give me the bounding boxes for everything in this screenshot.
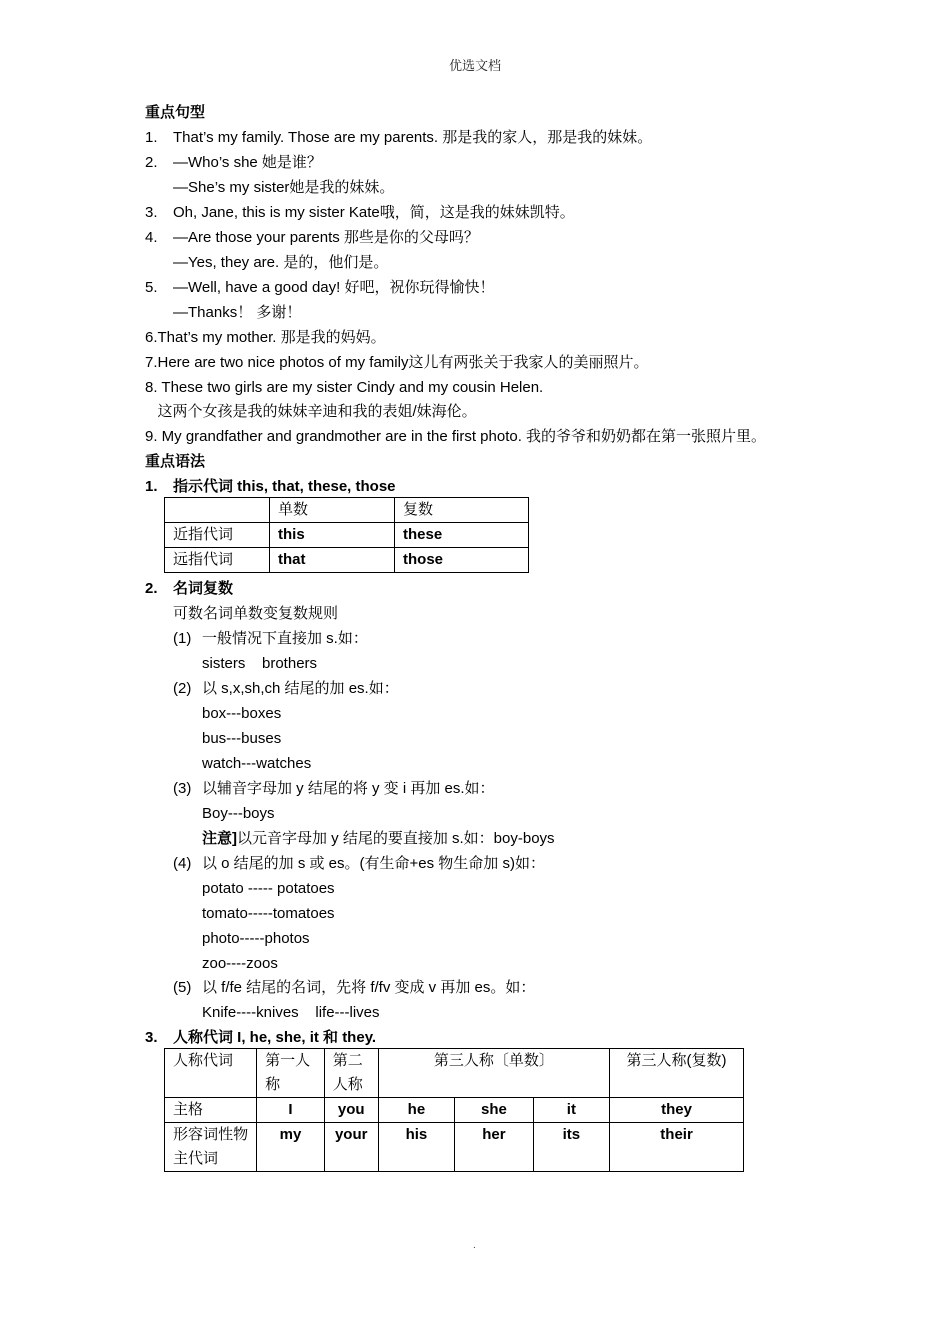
table-cell: 第二人称 [324,1049,378,1098]
rule-number: (2) [173,680,192,697]
table-cell [165,498,270,523]
sentence-text: That’s my family. Those are my parents. 那是我的家人，那是我的妹妹。 [173,129,653,146]
table-cell: this [270,523,395,548]
rule-example: bus---buses [202,730,282,747]
sentence-line: 8. These two girls are my sister Cindy and my cousin Helen. [145,379,544,396]
note-text: 以元音字母加 y 结尾的要直接加 s.如：boy-boys [237,830,555,847]
table-cell: these [395,523,529,548]
grammar-title: 名词复数 [173,580,234,597]
rule-text: 以辅音字母加 y 结尾的将 y 变 i 再加 es.如： [202,780,495,797]
rule-example: box---boxes [202,705,282,722]
grammar-number: 1. [145,478,158,495]
table-cell: those [395,548,529,573]
sentence-text: —Who’s she 她是谁？ [173,154,322,171]
sentence-text: —She’s my sister她是我的妹妹。 [173,179,395,196]
table-cell: she [455,1098,534,1123]
table-cell: 主格 [165,1098,257,1123]
rule-example: tomato-----tomatoes [202,905,335,922]
table-cell: I [257,1098,325,1123]
section-title-grammar: 重点语法 [145,453,206,470]
sentence-text: —Yes, they are. 是的，他们是。 [173,254,389,271]
rule-example: photo-----photos [202,930,310,947]
table-cell: 第三人称〔单数〕 [378,1049,609,1098]
grammar-title: 人称代词 I, he, she, it 和 they. [173,1029,377,1046]
rule-text: 以 s,x,sh,ch 结尾的加 es.如： [202,680,399,697]
table-cell: 第一人称 [257,1049,325,1098]
rule-example: zoo----zoos [202,955,278,972]
note [202,829,555,849]
grammar-number: 2. [145,580,158,597]
rule-example: watch---watches [202,755,312,772]
table-cell: 形容词性物主代词 [165,1123,257,1172]
table-cell: 人称代词 [165,1049,257,1098]
sentence-line: 9. My grandfather and grandmother are in the first photo. 我的爷爷和奶奶都在第一张照片里。 [145,428,767,445]
table-cell: its [533,1123,609,1172]
table-cell: 第三人称(复数) [610,1049,744,1098]
table-cell: it [533,1098,609,1123]
rule-example: Knife----knives life---lives [202,1004,380,1021]
table-cell: 远指代词 [165,548,270,573]
table-cell: he [378,1098,454,1123]
sentence-number: 1. [145,129,158,146]
sentence-number: 4. [145,229,158,246]
rule-number: (5) [173,979,192,996]
table-cell: their [610,1123,744,1172]
table-cell: they [610,1098,744,1123]
sentence-text: —Well, have a good day! 好吧，祝你玩得愉快！ [173,279,495,296]
grammar-title: 指示代词 this, that, these, those [173,478,396,495]
sentence-line: 7.Here are two nice photos of my family这儿有两张关于我家人的美丽照片。 [145,354,649,371]
section-title-sentences: 重点句型 [145,104,206,121]
rule-text: 一般情况下直接加 s.如： [202,630,368,647]
table-cell: his [378,1123,454,1172]
page-header: 优选文档 [449,58,502,73]
sentence-line: 这两个女孩是我的妹妹辛迪和我的表姐/妹海伦。 [145,403,477,420]
table-cell: her [455,1123,534,1172]
table-cell: that [270,548,395,573]
rule-number: (4) [173,855,192,872]
table-cell: my [257,1123,325,1172]
sentence-text: Oh, Jane, this is my sister Kate哦，简，这是我的妹妹凯特。 [173,204,575,221]
pronoun-table [164,1048,744,1172]
table-cell: you [324,1098,378,1123]
sentence-number: 3. [145,204,158,221]
footer-dot: . [473,1240,476,1251]
rule-example: Boy---boys [202,805,275,822]
rule-example: potato ----- potatoes [202,880,335,897]
note-label: 注意] [202,830,237,847]
table-cell: your [324,1123,378,1172]
rule-text: 以 o 结尾的加 s 或 es。(有生命+es 物生命加 s)如： [202,855,545,872]
rule-example: sisters brothers [202,655,318,672]
sentence-line: 6.That’s my mother. 那是我的妈妈。 [145,329,386,346]
table-cell: 近指代词 [165,523,270,548]
sentence-text: —Are those your parents 那些是你的父母吗？ [173,229,479,246]
rule-number: (3) [173,780,192,797]
sentence-number: 5. [145,279,158,296]
table-cell: 单数 [270,498,395,523]
grammar-number: 3. [145,1029,158,1046]
sentence-text: —Thanks！ 多谢！ [173,304,302,321]
rule-number: (1) [173,630,192,647]
grammar-intro: 可数名词单数变复数规则 [173,605,339,622]
rule-text: 以 f/fe 结尾的名词，先将 f/fv 变成 v 再加 es。如： [202,979,536,996]
sentence-number: 2. [145,154,158,171]
demonstrative-table [164,497,529,573]
table-cell: 复数 [395,498,529,523]
